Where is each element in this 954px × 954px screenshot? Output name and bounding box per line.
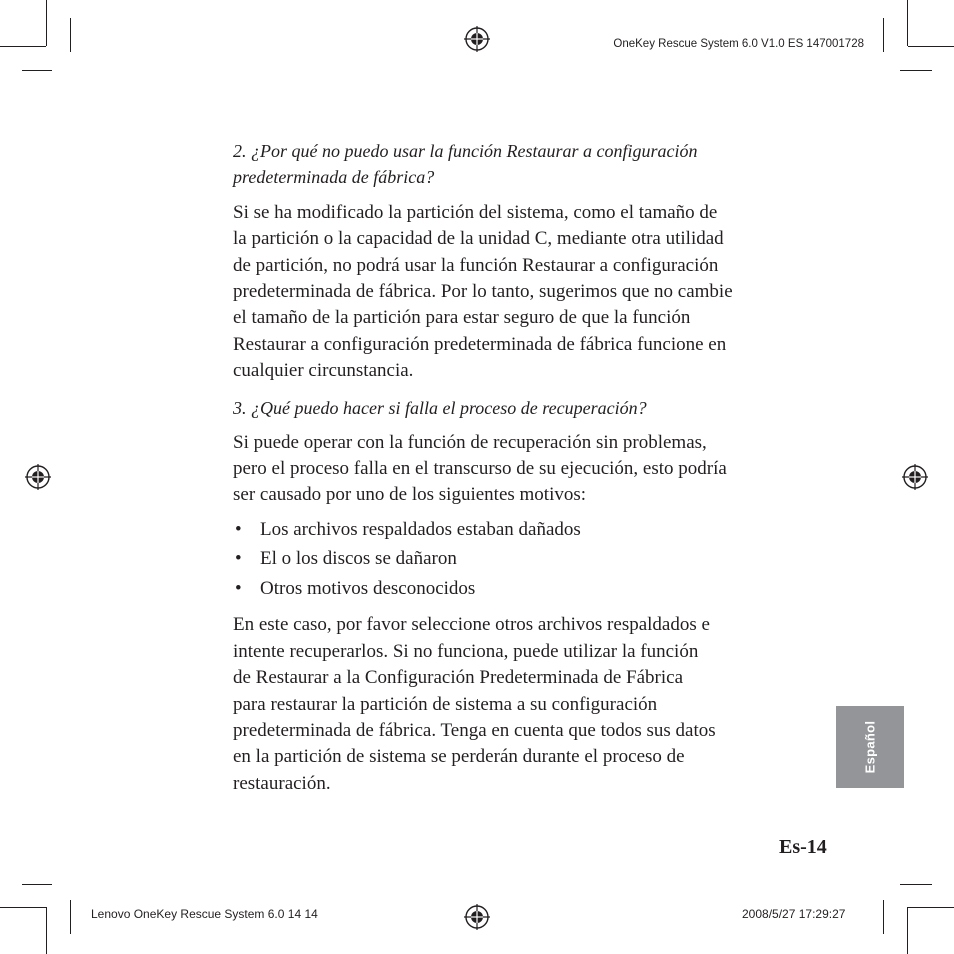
answer-3-intro bbox=[233, 430, 833, 509]
language-tab-label: Español bbox=[862, 720, 878, 774]
answer-2-line: Si se ha modificado la partición del sistema, como el tamaño de bbox=[233, 201, 718, 223]
answer-3-line: Si puede operar con la función de recuperación sin problemas, bbox=[233, 431, 707, 453]
crop-mark-bottom-left-vertical-outer bbox=[46, 907, 47, 954]
bullet-icon: • bbox=[235, 518, 242, 540]
closing-line: predeterminada de fábrica. Tenga en cuenta que todos sus datos bbox=[233, 720, 716, 741]
answer-2-paragraph bbox=[233, 200, 833, 385]
crop-mark-top-right-horizontal-outer bbox=[900, 70, 932, 71]
bullet-icon: • bbox=[235, 577, 242, 599]
question-2-line-2: predeterminada de fábrica? bbox=[233, 167, 435, 188]
page-number: Es-14 bbox=[779, 836, 827, 858]
crop-mark-top-right-horizontal bbox=[908, 46, 954, 47]
footer-timestamp: 2008/5/27 17:29:27 bbox=[742, 907, 846, 921]
main-content bbox=[233, 138, 833, 797]
registration-mark-icon bbox=[902, 464, 928, 490]
answer-2-line: de partición, no podrá usar la función Restaurar a configuración bbox=[233, 254, 719, 276]
list-item-text: El o los discos se dañaron bbox=[260, 548, 457, 570]
closing-line: restauración. bbox=[233, 772, 331, 794]
closing-line: En este caso, por favor seleccione otros archivos respaldados e bbox=[233, 614, 710, 636]
language-tab bbox=[836, 706, 904, 788]
closing-line: para restaurar la partición de sistema a su configuración bbox=[233, 693, 658, 715]
crop-mark-bottom-right-horizontal-outer bbox=[908, 907, 954, 908]
answer-2-line: el tamaño de la partición para estar seguro de que la función bbox=[233, 307, 691, 329]
closing-line: intente recuperarlos. Si no funciona, puede utilizar la función bbox=[233, 640, 699, 662]
answer-2-line: predeterminada de fábrica. Por lo tanto, sugerimos que no cambie bbox=[233, 281, 733, 303]
crop-mark-bottom-right-horizontal bbox=[900, 884, 932, 885]
list-item bbox=[233, 544, 833, 574]
causes-list bbox=[233, 515, 833, 604]
answer-2-line: Restaurar a configuración predeterminada de fábrica funcione en bbox=[233, 333, 727, 355]
crop-mark-top-left-vertical bbox=[46, 0, 47, 46]
crop-mark-bottom-right-vertical bbox=[883, 900, 884, 934]
registration-mark-icon bbox=[464, 26, 490, 52]
crop-mark-bottom-left-horizontal-outer bbox=[0, 907, 46, 908]
question-2 bbox=[233, 138, 833, 191]
list-item bbox=[233, 515, 833, 545]
question-3: 3. ¿Qué puedo hacer si falla el proceso de recuperación? bbox=[233, 397, 647, 418]
closing-line: de Restaurar a la Configuración Predeterminada de Fábrica bbox=[233, 667, 684, 689]
list-item-text: Los archivos respaldados estaban dañados bbox=[260, 518, 581, 540]
answer-3-line: ser causado por uno de los siguientes motivos: bbox=[233, 484, 587, 506]
list-item-text: Otros motivos desconocidos bbox=[260, 577, 476, 599]
crop-mark-bottom-right-vertical-outer bbox=[907, 907, 908, 954]
answer-3-line: pero el proceso falla en el transcurso de su ejecución, esto podría bbox=[233, 458, 727, 480]
answer-2-line: cualquier circunstancia. bbox=[233, 360, 414, 382]
list-item bbox=[233, 574, 833, 604]
document-id-header: OneKey Rescue System 6.0 V1.0 ES 147001728 bbox=[613, 38, 864, 50]
registration-mark-icon bbox=[464, 904, 490, 930]
crop-mark-top-right-vertical bbox=[907, 0, 908, 46]
crop-mark-top-left-horizontal-outer bbox=[22, 70, 52, 71]
closing-paragraph bbox=[233, 612, 833, 797]
crop-mark-top-left-horizontal bbox=[0, 46, 46, 47]
question-2-line-1: 2. ¿Por qué no puedo usar la función Restaurar a configuración bbox=[233, 141, 698, 161]
closing-line: en la partición de sistema se perderán durante el proceso de bbox=[233, 746, 685, 768]
crop-mark-top-left-vertical-outer bbox=[70, 18, 71, 52]
answer-2-line: la partición o la capacidad de la unidad C, mediante otra utilidad bbox=[233, 228, 724, 250]
crop-mark-top-right-vertical-outer bbox=[883, 18, 884, 52]
crop-mark-bottom-left-vertical bbox=[70, 900, 71, 934]
bullet-icon: • bbox=[235, 548, 242, 570]
footer-file-info: Lenovo OneKey Rescue System 6.0 14 14 bbox=[91, 907, 318, 921]
registration-mark-icon bbox=[25, 464, 51, 490]
crop-mark-bottom-left-horizontal bbox=[22, 884, 52, 885]
